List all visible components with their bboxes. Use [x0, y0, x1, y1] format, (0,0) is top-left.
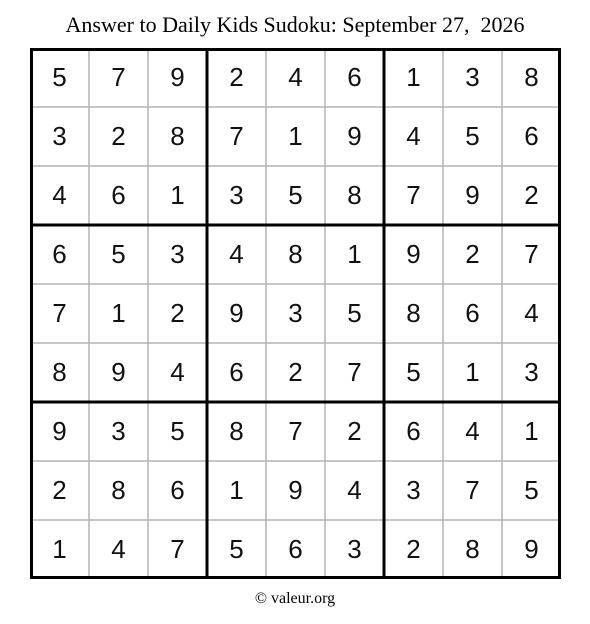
sudoku-cell-r9c4: 5: [229, 534, 244, 564]
sudoku-cell-r2c5: 1: [288, 121, 303, 151]
sudoku-cell-r9c2: 4: [111, 534, 126, 564]
sudoku-cell-r5c5: 3: [288, 298, 303, 328]
sudoku-cell-r3c9: 2: [524, 180, 539, 210]
sudoku-cell-r3c3: 1: [170, 180, 185, 210]
sudoku-cell-r7c8: 4: [465, 416, 480, 446]
sudoku-cell-r8c7: 3: [406, 475, 421, 505]
sudoku-cell-r3c7: 7: [406, 180, 421, 210]
sudoku-cell-r5c8: 6: [465, 298, 480, 328]
sudoku-cell-r5c9: 4: [524, 298, 539, 328]
sudoku-cell-r3c2: 6: [111, 180, 126, 210]
sudoku-cell-r1c7: 1: [406, 62, 421, 92]
sudoku-cell-r7c1: 9: [52, 416, 67, 446]
sudoku-cell-r7c7: 6: [406, 416, 421, 446]
sudoku-cell-r6c2: 9: [111, 357, 126, 387]
sudoku-board: [30, 48, 561, 579]
sudoku-cell-r3c6: 8: [347, 180, 362, 210]
sudoku-cell-r4c5: 8: [288, 239, 303, 269]
sudoku-cell-r4c9: 7: [524, 239, 539, 269]
sudoku-cell-r8c6: 4: [347, 475, 362, 505]
sudoku-cell-r9c7: 2: [406, 534, 421, 564]
sudoku-cell-r2c3: 8: [170, 121, 185, 151]
sudoku-cell-r2c2: 2: [111, 121, 126, 151]
sudoku-cell-r7c5: 7: [288, 416, 303, 446]
sudoku-cell-r5c2: 1: [111, 298, 126, 328]
sudoku-cell-r6c7: 5: [406, 357, 421, 387]
sudoku-cell-r4c1: 6: [52, 239, 67, 269]
sudoku-cell-r8c1: 2: [52, 475, 67, 505]
sudoku-cell-r6c4: 6: [229, 357, 244, 387]
sudoku-cell-r2c4: 7: [229, 121, 244, 151]
sudoku-cell-r1c2: 7: [111, 62, 126, 92]
sudoku-cell-r7c9: 1: [524, 416, 539, 446]
sudoku-cell-r1c1: 5: [52, 62, 67, 92]
sudoku-cell-r6c9: 3: [524, 357, 539, 387]
sudoku-cell-r7c3: 5: [170, 416, 185, 446]
sudoku-cell-r4c8: 2: [465, 239, 480, 269]
sudoku-cell-r3c4: 3: [229, 180, 244, 210]
sudoku-cell-r8c5: 9: [288, 475, 303, 505]
sudoku-cell-r1c8: 3: [465, 62, 480, 92]
sudoku-cell-r1c9: 8: [524, 62, 539, 92]
sudoku-cell-r6c5: 2: [288, 357, 303, 387]
sudoku-cell-r2c6: 9: [347, 121, 362, 151]
sudoku-cell-r4c3: 3: [170, 239, 185, 269]
sudoku-cell-r5c4: 9: [229, 298, 244, 328]
sudoku-cell-r3c5: 5: [288, 180, 303, 210]
sudoku-cell-r2c7: 4: [406, 121, 421, 151]
sudoku-cell-r4c2: 5: [111, 239, 126, 269]
sudoku-cell-r5c7: 8: [406, 298, 421, 328]
sudoku-cell-r4c6: 1: [347, 239, 362, 269]
sudoku-cell-r6c1: 8: [52, 357, 67, 387]
sudoku-cell-r9c3: 7: [170, 534, 185, 564]
sudoku-cell-r8c9: 5: [524, 475, 539, 505]
sudoku-cell-r7c2: 3: [111, 416, 126, 446]
sudoku-cell-r9c5: 6: [288, 534, 303, 564]
sudoku-cell-r1c5: 4: [288, 62, 303, 92]
sudoku-cell-r9c1: 1: [52, 534, 67, 564]
sudoku-cell-r2c8: 5: [465, 121, 480, 151]
sudoku-cell-r9c9: 9: [524, 534, 539, 564]
sudoku-cell-r2c1: 3: [52, 121, 67, 151]
sudoku-cell-r8c4: 1: [229, 475, 244, 505]
sudoku-cell-r8c2: 8: [111, 475, 126, 505]
sudoku-cell-r7c4: 8: [229, 416, 244, 446]
sudoku-cell-r9c8: 8: [465, 534, 480, 564]
sudoku-cell-r7c6: 2: [347, 416, 362, 446]
sudoku-cell-r6c6: 7: [347, 357, 362, 387]
copyright-footer: © valeur.org: [254, 590, 336, 607]
sudoku-cell-r3c1: 4: [52, 180, 67, 210]
sudoku-cell-r5c3: 2: [170, 298, 185, 328]
sudoku-cell-r6c3: 4: [170, 357, 185, 387]
sudoku-cell-r1c6: 6: [347, 62, 362, 92]
sudoku-cell-r1c4: 2: [229, 62, 244, 92]
puzzle-title: Answer to Daily Kids Sudoku: September 27, 2026: [65, 12, 525, 37]
sudoku-cell-r6c8: 1: [465, 357, 480, 387]
sudoku-cell-r4c4: 4: [229, 239, 244, 269]
sudoku-cell-r8c3: 6: [170, 475, 185, 505]
sudoku-cell-r1c3: 9: [170, 62, 185, 92]
sudoku-cell-r3c8: 9: [465, 180, 480, 210]
sudoku-cell-r5c6: 5: [347, 298, 362, 328]
sudoku-cell-r4c7: 9: [406, 239, 421, 269]
sudoku-cell-r5c1: 7: [52, 298, 67, 328]
sudoku-cell-r8c8: 7: [465, 475, 480, 505]
sudoku-cell-r2c9: 6: [524, 121, 539, 151]
sudoku-cell-r9c6: 3: [347, 534, 362, 564]
